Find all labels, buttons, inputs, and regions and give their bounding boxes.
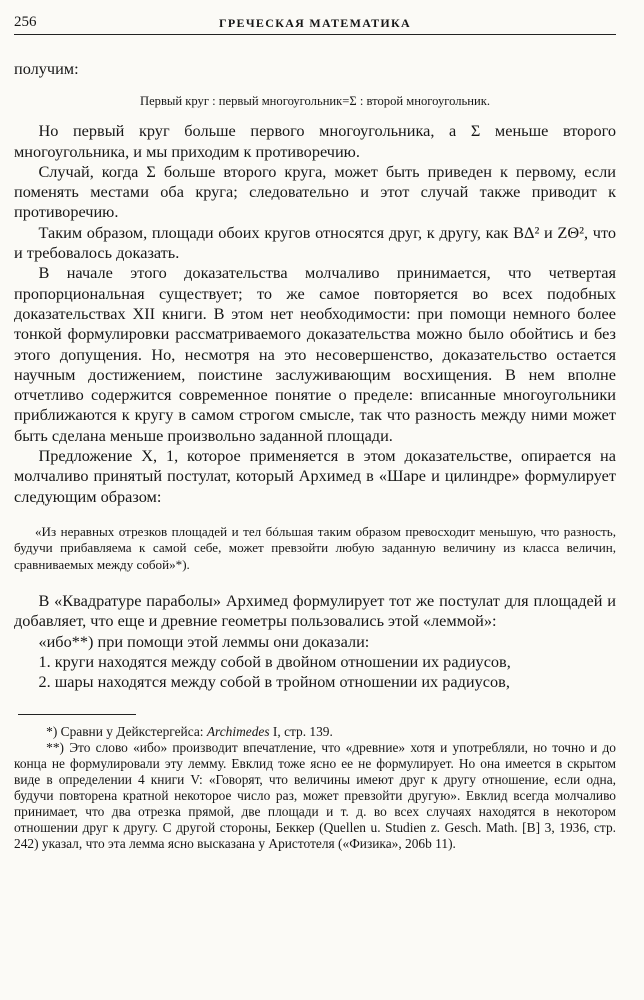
paragraph: 2. шары находятся между собой в тройном отношении их радиусов, [38, 672, 510, 692]
running-title: ГРЕЧЕСКАЯ МАТЕМАТИКА [218, 16, 412, 30]
footnote-1 [14, 724, 616, 740]
footnote-1-suffix: I, стр. 139. [269, 723, 333, 739]
paragraph: 1. круги находятся между собой в двойном отношении их радиусов, [38, 652, 511, 672]
paragraph: В начале этого доказательства молчаливо принимается, что четвертая пропорциональная существует; то же самое повторяется во всех подобных доказательствах XII книги. В этом нет необходимости: при помощи немного более тонкой формулировки рассматриваемого доказательства можно было обойтись и без этого допущения. Но, несмотря на это несовершенство, доказательство остается научным достижением, поистине заслуживающим восхищения. В нем вполне отчетливо содержится современное понятие о пределе: вписанные многоугольники приближаются к кругу в самом строгом смысле, так что разность между ними может быть сделана меньше произвольно заданной площади. [14, 263, 616, 445]
paragraph: Но первый круг больше первого многоугольника, а Σ меньше второго многоугольника, и мы приходим к противоречию. [14, 121, 616, 161]
paragraph: Случай, когда Σ больше второго круга, может быть приведен к первому, если поменять местами оба круга; следовательно и этот случай также приводит к противоречию. [14, 161, 616, 222]
footnote-1-prefix: *) Сравни у Дейкстергейса: [46, 723, 207, 739]
body-text [14, 59, 616, 693]
footnote-divider [18, 714, 136, 715]
footnotes [14, 724, 616, 853]
paragraph: «ибо**) при помощи этой леммы они доказали: [38, 631, 370, 651]
proportion-formula: Первый круг : первый многоугольник=Σ : второй многоугольник. [140, 94, 490, 109]
paragraph: Таким образом, площади обоих кругов относятся друг, к другу, как ВΔ² и ΖΘ², что и требовалось доказать. [14, 222, 616, 263]
footnote-2: **) Это слово «ибо» производит впечатление, что «древние» хотя и употребляли, но точно и до конца не формулировали эту лемму. Евклид тоже ясно ее не формулирует. Но она имеется в скрытом виде в определении 4 книги V: «Говорят, что величины имеют друг к другу отношение, если одна, будучи повторена кратной некоторое число раз, может превзойти другую». Евклид всегда молчаливо принимает, что два отрезка прямой, две площади и т. д. во всех случаях находятся в некотором отношении друг к другу. С другой стороны, Беккер (Quellen u. Studien z. Gesch. Math. [B] 3, 1936, стр. 242) указал, что эта лемма ясно высказана у Аристотеля («Физика», 206b 11). [14, 739, 616, 852]
intro-line: получим: [14, 59, 79, 78]
page-number: 256 [14, 14, 37, 30]
footnote-1-title: Archimedes [206, 723, 270, 739]
paragraph: Предложение X, 1, которое применяется в этом доказательстве, опирается на молчаливо принятый постулат, который Архимед в «Шаре и цилиндре» формулирует следующим образом: [14, 446, 616, 506]
page-header [14, 8, 616, 35]
paragraph: В «Квадратуре параболы» Архимед формулирует тот же постулат для площадей и добавляет, что еще и древние геометры пользовались этой «леммой»: [14, 591, 616, 631]
archimedes-quote: «Из неравных отрезков площадей и тел бóльшая таким образом превосходит меньшую, что разность, будучи прибавляема к самой себе, может превзойти любую заданную величину из класса величин, сравниваемых между собой»*). [14, 523, 616, 572]
